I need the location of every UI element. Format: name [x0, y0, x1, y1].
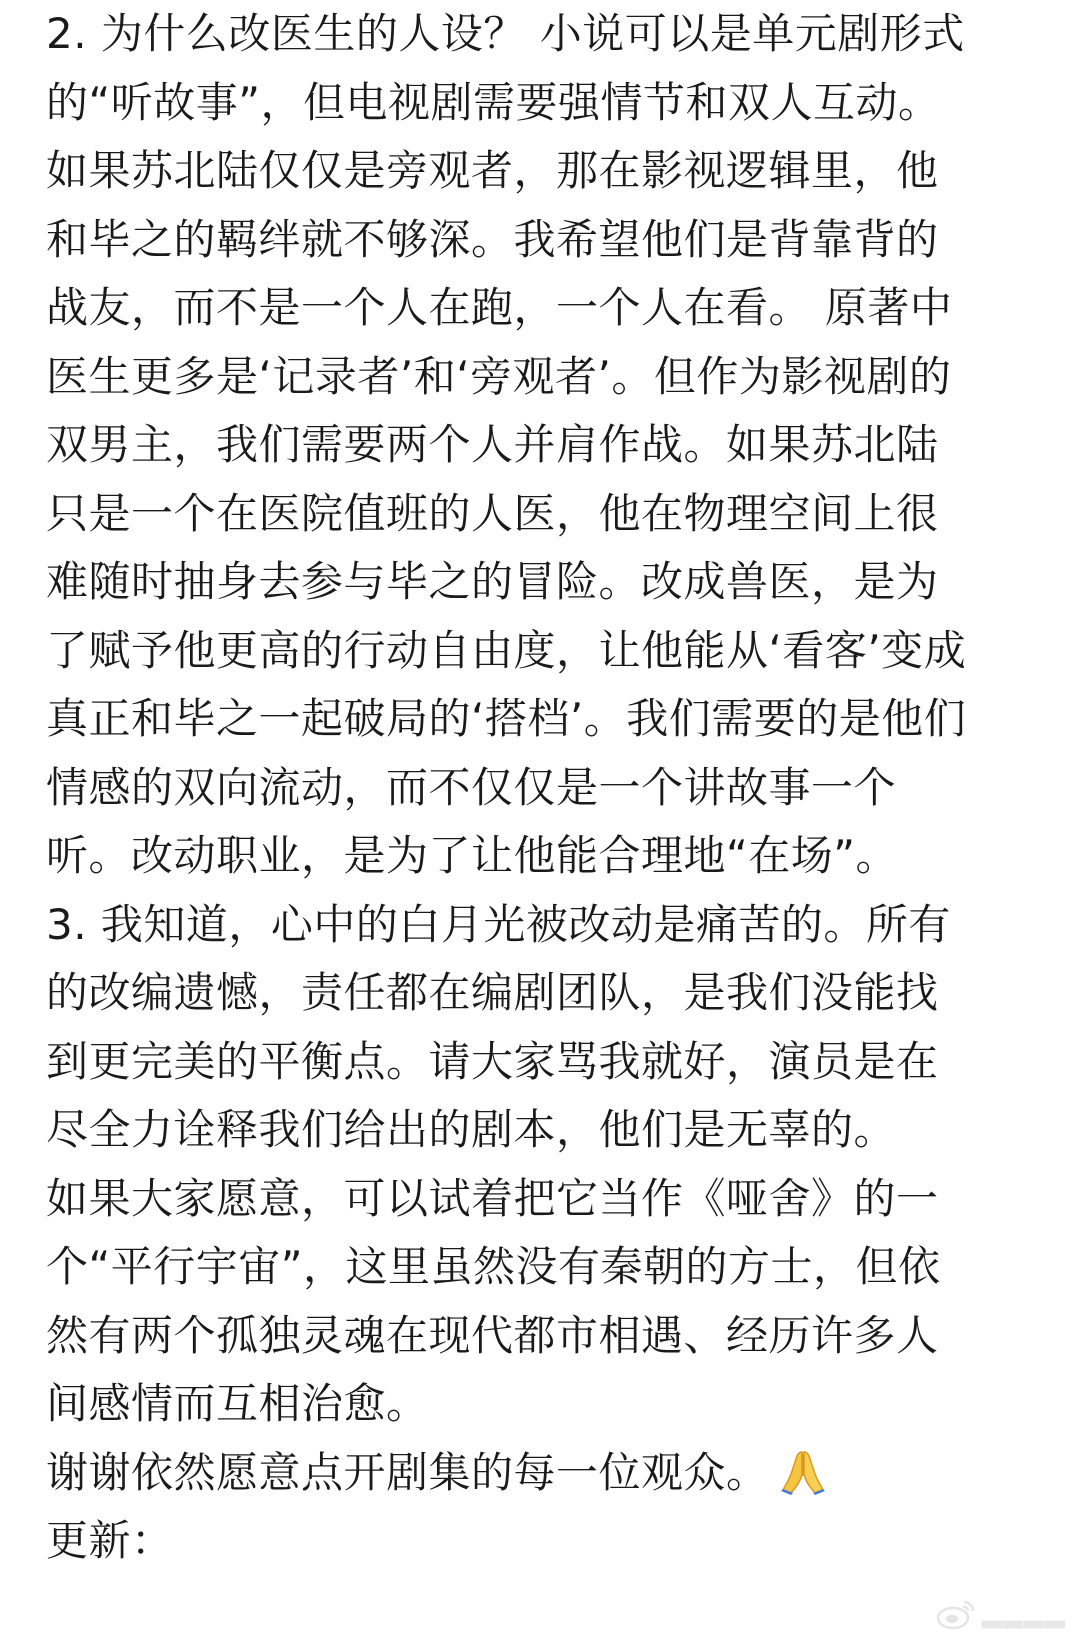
- watermark: [936, 1598, 1066, 1630]
- post-text: [46, 0, 1056, 1576]
- folded-hands-icon: [777, 1446, 829, 1498]
- text-line: 到更完美的平衡点。请大家骂我就好，演员是在: [46, 1036, 939, 1086]
- text-line: 2. 为什么改医生的人设？ 小说可以是单元剧形式: [46, 9, 965, 58]
- weibo-logo-icon: [936, 1598, 976, 1630]
- text-line: 听。改动职业，是为了让他能合理地“在场”。: [46, 831, 899, 880]
- text-line: 的“听故事”，但电视剧需要强情节和双人互动。: [46, 77, 941, 127]
- watermark-text: ▂▂▂▂: [982, 1599, 1066, 1629]
- text-line: 情感的双向流动，而不仅仅是一个讲故事一个: [46, 762, 897, 812]
- text-line: 了赋予他更高的行动自由度，让他能从‘看客’变成: [46, 625, 967, 675]
- text-line: 个“平行宇宙”，这里虽然没有秦朝的方士，但依: [46, 1242, 941, 1291]
- text-line: 医生更多是‘记录者’和‘旁观者’。但作为影视剧的: [46, 351, 952, 401]
- text-line: 更新：: [46, 1516, 174, 1565]
- text-line: 双男主，我们需要两个人并肩作战。如果苏北陆: [46, 420, 939, 469]
- text-line: 然有两个孤独灵魂在现代都市相遇、经历许多人: [46, 1310, 939, 1360]
- text-line: 只是一个在医院值班的人医，他在物理空间上很: [46, 488, 939, 538]
- text-line: 尽全力诠释我们给出的剧本，他们是无辜的。: [46, 1105, 897, 1154]
- text-line: 3. 我知道，心中的白月光被改动是痛苦的。所有: [46, 899, 951, 949]
- text-line: 间感情而互相治愈。: [46, 1379, 429, 1428]
- text-line: 战友，而不是一个人在跑，一个人在看。 原著中: [46, 283, 953, 332]
- text-line-with-emoji: [46, 1439, 1056, 1508]
- text-line: 难随时抽身去参与毕之的冒险。改成兽医，是为: [46, 557, 939, 606]
- text-line: 如果苏北陆仅仅是旁观者，那在影视逻辑里，他: [46, 146, 939, 195]
- text-line: 真正和毕之一起破局的‘搭档’。我们需要的是他们: [46, 694, 967, 743]
- text-line: 和毕之的羁绊就不够深。我希望他们是背靠背的: [46, 214, 939, 264]
- text-line: 的改编遗憾，责任都在编剧团队，是我们没能找: [46, 968, 939, 1017]
- text-line: 如果大家愿意，可以试着把它当作《哑舍》的一: [46, 1173, 939, 1223]
- text-line: 谢谢依然愿意点开剧集的每一位观众。: [46, 1447, 769, 1497]
